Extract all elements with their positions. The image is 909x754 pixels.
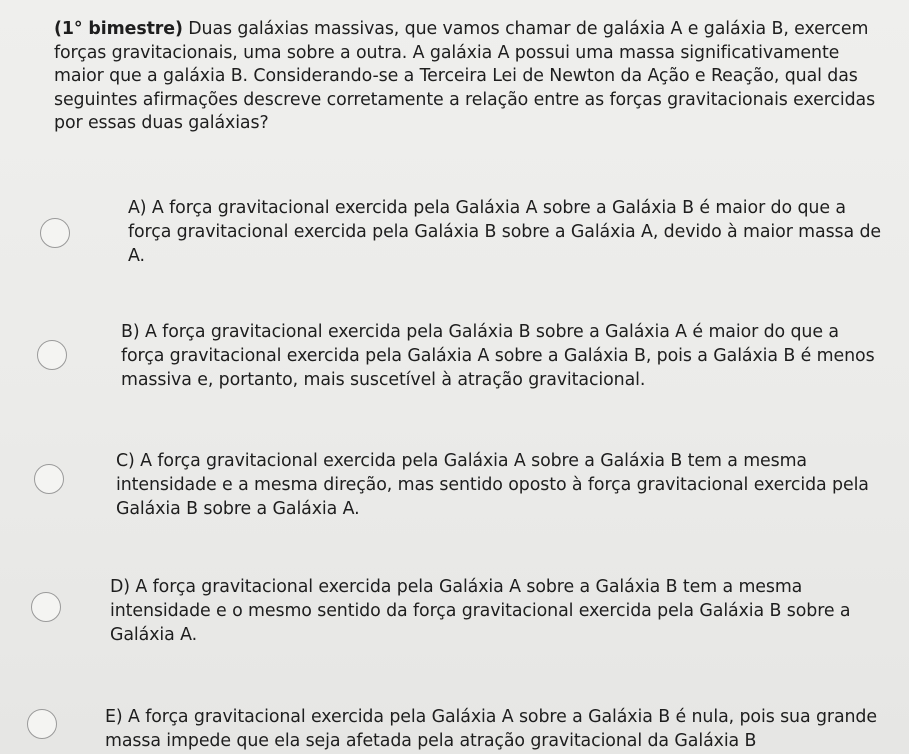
question-text bbox=[54, 18, 894, 136]
radio-button-b[interactable] bbox=[37, 340, 67, 370]
radio-button-e[interactable] bbox=[27, 709, 57, 739]
question-body: Duas galáxias massivas, que vamos chamar de galáxia A e galáxia B, exercem forças gravitacionais, uma sobre a outra. A galáxia A possui uma massa significativamente maior que a galáxia B. Considerando-se a Terceira Lei de Newton da Ação e Reação, qual das seguintes afirmações descreve corretamente a relação entre as forças gravitacionais exercidas por essas duas galáxias? bbox=[54, 19, 876, 134]
option-a-text: A) A força gravitacional exercida pela Galáxia A sobre a Galáxia B é maior do que a força gravitacional exercida pela Galáxia B sobre a Galáxia A, devido à maior massa de A. bbox=[128, 198, 882, 267]
radio-button-c[interactable] bbox=[34, 464, 64, 494]
question-prefix: (1° bimestre) bbox=[54, 19, 183, 39]
option-c-text: C) A força gravitacional exercida pela Galáxia A sobre a Galáxia B tem a mesma intensidade e a mesma direção, mas sentido oposto à força gravitacional exercida pela Galáxia B sobre a Galáxia A. bbox=[116, 451, 869, 520]
radio-button-a[interactable] bbox=[40, 218, 70, 248]
option-b-text: B) A força gravitacional exercida pela Galáxia B sobre a Galáxia A é maior do que a força gravitacional exercida pela Galáxia A sobre a Galáxia B, pois a Galáxia B é menos massiva e, portanto, mais suscetível à atração gravitacional. bbox=[121, 322, 875, 391]
option-d-text: D) A força gravitacional exercida pela Galáxia A sobre a Galáxia B tem a mesma intensidade e o mesmo sentido da força gravitacional exercida pela Galáxia B sobre a Galáxia A. bbox=[110, 577, 851, 646]
radio-button-d[interactable] bbox=[31, 592, 61, 622]
option-e-text: E) A força gravitacional exercida pela Galáxia A sobre a Galáxia B é nula, pois sua grande massa impede que ela seja afetada pela atração gravitacional da Galáxia B bbox=[105, 707, 877, 752]
